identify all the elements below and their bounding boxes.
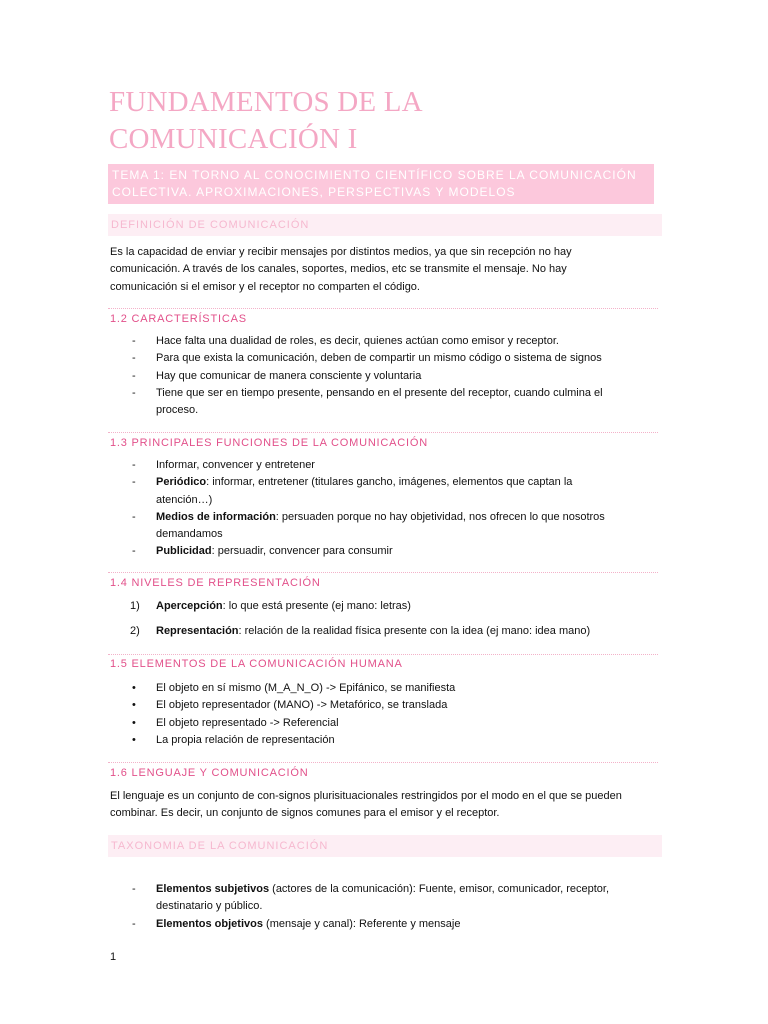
heading-taxonomia: TAXONOMIA DE LA COMUNICACIÓN (108, 835, 662, 857)
dash-marker: - (132, 352, 136, 365)
item-text-continued: destinatario y público. (156, 900, 263, 913)
heading-definicion: DEFINICIÓN DE COMUNICACIÓN (108, 214, 662, 236)
list-item (110, 715, 655, 732)
item-text: (mensaje y canal): Referente y mensaje (262, 917, 461, 930)
heading-lenguaje: 1.6 LENGUAJE Y COMUNICACIÓN (110, 767, 309, 779)
list-caracteristicas (110, 333, 655, 419)
list-item (110, 543, 655, 560)
list-item (110, 623, 655, 640)
list-taxonomia (110, 881, 655, 933)
item-text-continued: demandamos (156, 528, 223, 541)
paragraph-lenguaje (110, 788, 655, 823)
heading-caracteristicas: 1.2 CARACTERÍSTICAS (110, 313, 247, 325)
list-item (110, 457, 655, 474)
heading-funciones: 1.3 PRINCIPALES FUNCIONES DE LA COMUNICACIÓN (110, 437, 428, 449)
item-text-continued: atención…) (156, 493, 213, 506)
list-item (110, 881, 655, 916)
item-text: Hace falta una dualidad de roles, es decir, quienes actúan como emisor y receptor. (156, 335, 559, 347)
dash-marker: - (132, 369, 136, 382)
section-divider (108, 308, 658, 309)
text-line: Es la capacidad de enviar y recibir mensajes por distintos medios, ya que sin recepción no hay (110, 246, 572, 258)
dash-marker: - (132, 917, 136, 930)
tema-line-2: COLECTIVA. APROXIMACIONES, PERSPECTIVAS Y MODELOS (112, 185, 516, 199)
section-divider (108, 572, 658, 573)
item-text-continued: proceso. (156, 404, 199, 417)
heading-elementos: 1.5 ELEMENTOS DE LA COMUNICACIÓN HUMANA (110, 658, 403, 670)
list-niveles (110, 598, 655, 641)
dash-marker: - (132, 476, 136, 489)
title-line-1: FUNDAMENTOS DE LA (109, 86, 423, 118)
text-line: comunicación. A través de los canales, soportes, medios, etc se transmite el mensaje. No hay (110, 263, 567, 276)
item-text: Tiene que ser en tiempo presente, pensando en el presente del receptor, cuando culmina el (156, 386, 603, 399)
bullet-marker: • (132, 716, 136, 729)
number-marker: 1) (130, 600, 140, 612)
paragraph-definicion (110, 244, 655, 296)
item-term: Periódico (156, 476, 207, 489)
bullet-marker: • (132, 699, 136, 712)
item-term: Representación (156, 625, 239, 638)
list-item (110, 474, 655, 509)
number-marker: 2) (130, 625, 140, 638)
item-text: : persuadir, convencer para consumir (211, 545, 393, 558)
dash-marker: - (132, 883, 136, 895)
bullet-marker: • (132, 682, 136, 694)
list-elementos (110, 680, 655, 749)
item-text: (actores de la comunicación): Fuente, emisor, comunicador, receptor, (269, 883, 610, 895)
list-item (110, 350, 655, 367)
item-term: Elementos subjetivos (156, 883, 270, 895)
tema-line-1: TEMA 1: EN TORNO AL CONOCIMIENTO CIENTÍFICO SOBRE LA COMUNICACIÓN (112, 168, 637, 182)
item-text: Para que exista la comunicación, deben de compartir un mismo código o sistema de signos (156, 352, 602, 365)
item-text: El objeto representador (MANO) -> Metafórico, se translada (156, 699, 448, 712)
document-title (109, 84, 669, 158)
item-text: : informar, entretener (titulares gancho, imágenes, elementos que captan la (206, 476, 573, 489)
section-divider (108, 762, 658, 763)
item-text: El objeto en sí mismo (M_A_N_O) -> Epifánico, se manifiesta (156, 682, 456, 694)
page-number: 1 (110, 951, 117, 963)
section-divider (108, 654, 658, 655)
list-item (110, 368, 655, 385)
heading-niveles: 1.4 NIVELES DE REPRESENTACIÓN (110, 577, 321, 589)
dash-marker: - (132, 335, 136, 347)
item-term: Elementos objetivos (156, 917, 263, 930)
list-item (110, 680, 655, 697)
item-text: : persuaden porque no hay objetividad, nos ofrecen lo que nosotros (275, 510, 605, 523)
item-text: Informar, convencer y entretener (156, 459, 315, 471)
dash-marker: - (132, 545, 136, 558)
text-line: combinar. Es decir, un conjunto de signos comunes para el emisor y el receptor. (110, 807, 500, 820)
item-text: La propia relación de representación (156, 733, 335, 746)
text-line: El lenguaje es un conjunto de con-signos plurisituacionales restringidos por el modo en el que se pueden (110, 790, 622, 802)
title-line-2: COMUNICACIÓN I (109, 123, 358, 155)
dash-marker: - (132, 459, 136, 471)
list-item (110, 697, 655, 714)
list-item (110, 732, 655, 749)
item-text: : relación de la realidad física presente con la idea (ej mano: idea mano) (238, 625, 591, 638)
list-funciones (110, 457, 655, 561)
list-item (110, 385, 655, 420)
text-line: comunicación si el emisor y el receptor no comparten el código. (110, 280, 420, 293)
list-item (110, 509, 655, 544)
item-text: : lo que está presente (ej mano: letras) (222, 600, 411, 612)
list-item (110, 916, 655, 933)
item-term: Medios de información (156, 510, 276, 523)
dash-marker: - (132, 386, 136, 399)
item-text: El objeto representado -> Referencial (156, 716, 339, 729)
bullet-marker: • (132, 733, 136, 746)
list-item (110, 598, 655, 615)
item-term: Apercepción (156, 600, 223, 612)
item-term: Publicidad (156, 545, 212, 558)
dash-marker: - (132, 510, 136, 523)
list-item (110, 333, 655, 350)
tema-banner (108, 164, 654, 204)
section-divider (108, 432, 658, 433)
item-text: Hay que comunicar de manera consciente y voluntaria (156, 369, 422, 382)
